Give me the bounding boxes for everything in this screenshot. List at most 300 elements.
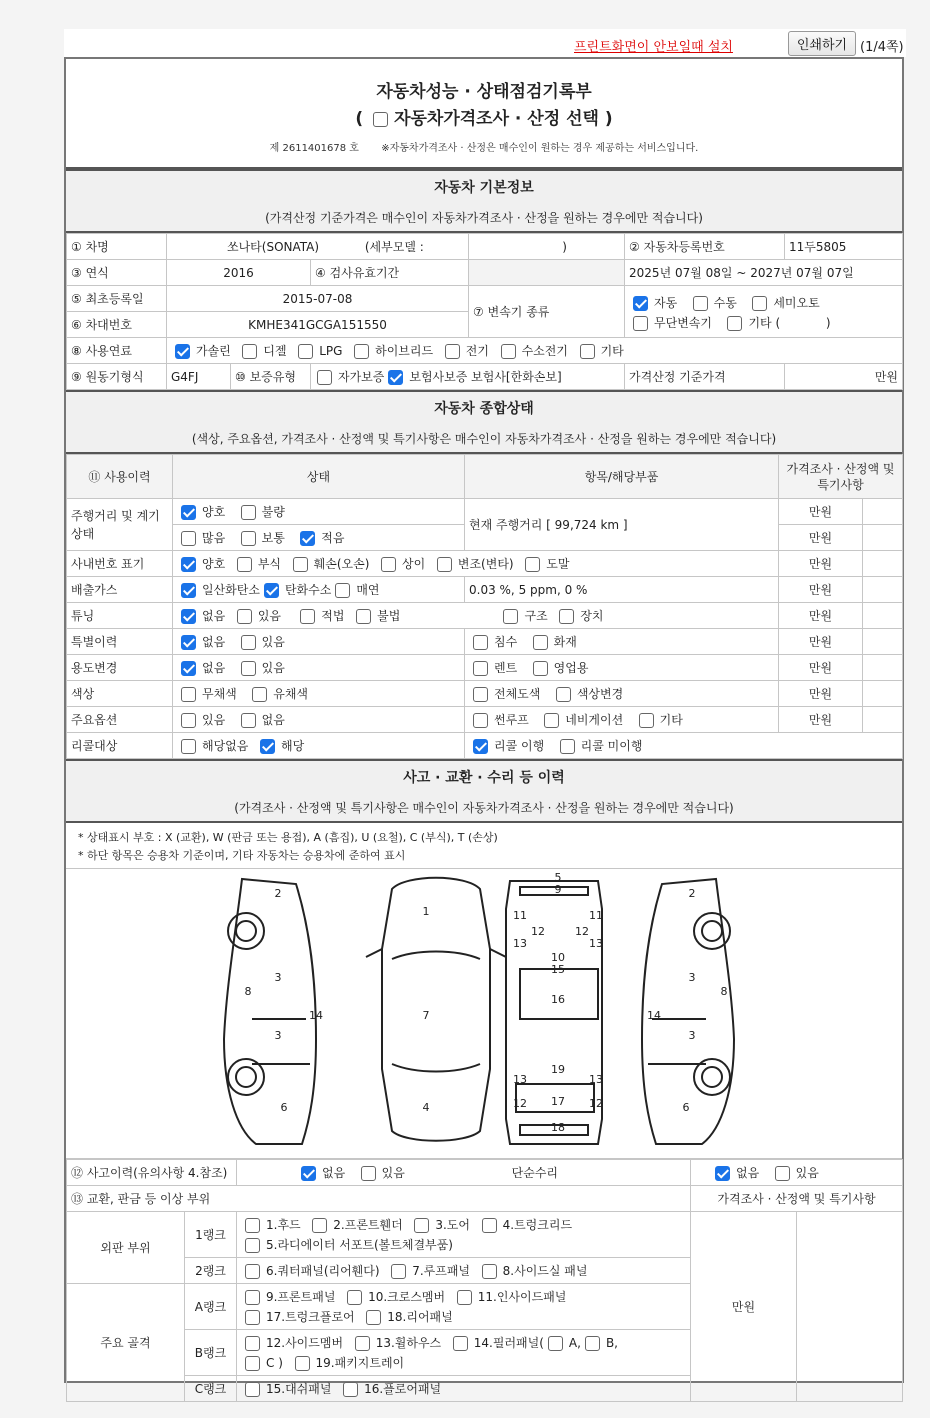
warranty-option: 자가보증 <box>338 370 385 384</box>
table-row <box>67 260 903 286</box>
legend-note: * 하단 항목은 승용차 기준이며, 기타 자동차는 승용차에 준하여 표시 <box>78 849 406 862</box>
diagram-part-label: 9 <box>554 883 562 896</box>
tuning-legal-checkbox[interactable] <box>300 609 315 624</box>
won-unit: 만원 <box>779 655 863 681</box>
recall-label: 리콜대상 <box>67 733 173 759</box>
part-item: B, <box>605 1335 618 1350</box>
won-unit: 만원 <box>779 603 863 629</box>
color-change-checkbox[interactable] <box>556 687 571 702</box>
use-option: 없음 <box>202 661 226 675</box>
overall-status-title: 자동차 종합상태 <box>434 401 534 417</box>
table-row <box>67 707 903 733</box>
engine-label: ⑨ 원동기형식 <box>67 364 167 390</box>
use-change-label: 용도변경 <box>67 655 173 681</box>
trans-etc-checkbox[interactable] <box>727 316 742 331</box>
rent-checkbox[interactable] <box>473 661 488 676</box>
table-row <box>67 629 903 655</box>
document-subtitle: 자동차가격조사 · 산정 선택 <box>394 109 599 129</box>
table-row <box>67 603 903 629</box>
won-unit: 만원 <box>779 681 863 707</box>
table-row <box>67 681 903 707</box>
accident-history-label: ⑫ 사고이력(유의사항 4.참조) <box>67 1160 237 1186</box>
col-usage-history: ⑪ 사용이력 <box>67 455 173 499</box>
warranty-insurer-checkbox[interactable] <box>388 370 403 385</box>
special-none-checkbox[interactable] <box>181 635 196 650</box>
document-number: 제 2611401678 호 <box>269 143 359 154</box>
transmission-label: ⑦ 변속기 종류 <box>469 286 625 338</box>
options-none-checkbox[interactable] <box>241 713 256 728</box>
use-part: 렌트 <box>494 661 518 675</box>
price-survey-checkbox[interactable] <box>373 112 388 127</box>
pillar-b-checkbox[interactable] <box>585 1336 600 1351</box>
page-number: (1/4쪽) <box>860 40 904 55</box>
part-item: C ) <box>266 1355 283 1370</box>
table-row <box>67 733 903 759</box>
part-item: 19.패키지트레이 <box>315 1355 405 1370</box>
diagram-part-label: 3 <box>274 1029 282 1042</box>
emis-smoke-checkbox[interactable] <box>335 583 350 598</box>
part-item: 5.라디에이터 서포트(볼트체결부품) <box>266 1237 453 1252</box>
fuel-lpg-checkbox[interactable] <box>298 344 313 359</box>
inspect-value: 2025년 07월 08일 ~ 2027년 07월 07일 <box>625 260 903 286</box>
vin-option: 훼손(오손) <box>313 557 370 571</box>
diagram-part-label: 10 <box>551 951 565 964</box>
won-unit: 만원 <box>779 577 863 603</box>
basic-info-table <box>66 233 903 390</box>
table-row <box>67 1160 903 1186</box>
history-option: 없음 <box>322 1166 346 1180</box>
floor-panel-checkbox[interactable] <box>343 1382 358 1397</box>
mileage-value: 현재 주행거리 [ 99,724 km ] <box>465 499 779 551</box>
tuning-illegal-checkbox[interactable] <box>356 609 371 624</box>
options-part: 기타 <box>659 713 683 727</box>
part-item: 13.휠하우스 <box>375 1335 442 1350</box>
overall-status-header <box>66 390 902 454</box>
part-item: A, <box>568 1335 581 1350</box>
vin-option: 양호 <box>202 557 226 571</box>
color-achromatic-checkbox[interactable] <box>181 687 196 702</box>
recall-part: 리콜 미이행 <box>580 739 643 753</box>
won-unit: 만원 <box>779 629 863 655</box>
trans-option: 자동 <box>654 295 678 310</box>
options-option: 없음 <box>261 713 285 727</box>
vin-marking-label: 사내번호 표기 <box>67 551 173 577</box>
price-basis-unit: 만원 <box>785 364 903 390</box>
mileage-option: 양호 <box>202 505 226 519</box>
recall-done-checkbox[interactable] <box>473 739 488 754</box>
accident-header <box>66 759 902 823</box>
part-item: 12.사이드멤버 <box>266 1335 344 1350</box>
first-reg-label: ⑤ 최초등록일 <box>67 286 167 312</box>
mileage-good-checkbox[interactable] <box>181 505 196 520</box>
diagram-part-label: 11 <box>589 909 603 922</box>
fuel-etc-checkbox[interactable] <box>580 344 595 359</box>
won-unit: 만원 <box>779 525 863 551</box>
fuel-option: 수소전기 <box>521 344 568 358</box>
tuning-option: 적법 <box>321 609 345 623</box>
part-item: 15.대쉬패널 <box>266 1382 332 1396</box>
tuning-option: 장치 <box>580 609 604 623</box>
mileage-bad-checkbox[interactable] <box>241 505 256 520</box>
options-part: 썬루프 <box>494 713 529 727</box>
tuning-option: 있음 <box>257 609 282 623</box>
diagram-part-label: 15 <box>551 963 565 976</box>
table-row <box>67 1212 903 1258</box>
diagram-part-label: 19 <box>551 1063 565 1076</box>
part-item: 4.트렁크리드 <box>502 1217 573 1232</box>
emission-option: 탄화수소 <box>284 583 332 597</box>
col-items: 항목/해당부품 <box>465 455 779 499</box>
history-yes-checkbox[interactable] <box>361 1166 376 1181</box>
won-unit: 만원 <box>779 707 863 733</box>
table-row <box>67 1186 903 1212</box>
table-row <box>67 286 903 312</box>
tuning-structure-checkbox[interactable] <box>503 609 518 624</box>
basic-info-note: (가격산정 기준가격은 매수인이 자동차가격조사 · 산정을 원하는 경우에만 적습니다) <box>265 211 703 225</box>
part-item: 14.필러패널( <box>473 1335 544 1350</box>
front-panel-checkbox[interactable] <box>245 1290 260 1305</box>
fire-checkbox[interactable] <box>533 635 548 650</box>
diagram-part-label: 13 <box>589 1073 603 1086</box>
mileage-normal-checkbox[interactable] <box>241 531 256 546</box>
diagram-part-label: 16 <box>551 993 565 1006</box>
tuning-yes-checkbox[interactable] <box>237 609 252 624</box>
tuning-device-checkbox[interactable] <box>559 609 574 624</box>
detail-model-label: (세부모델 : <box>364 240 424 254</box>
warranty-self-checkbox[interactable] <box>317 370 332 385</box>
part-item: 11.인사이드패널 <box>477 1289 567 1304</box>
diagram-part-label: 8 <box>244 985 252 998</box>
mileage-label: 주행거리 및 계기상태 <box>67 499 173 551</box>
vin-value: KMHE341GCGA151550 <box>167 312 469 338</box>
overall-status-note: (색상, 주요옵션, 가격조사 · 산정액 및 특기사항은 매수인이 자동차가격조사 · 산정을 원하는 경우에만 적습니다) <box>191 432 777 446</box>
rank2-label: 2랭크 <box>185 1258 237 1284</box>
service-note: ※자동차가격조사 · 산정은 매수인이 원하는 경우 제공하는 서비스입니다. <box>381 143 699 154</box>
trans-option: 세미오토 <box>773 295 820 310</box>
simple-option: 없음 <box>736 1166 760 1180</box>
fuel-option: 전기 <box>465 344 489 358</box>
diagram-part-label: 3 <box>688 971 696 984</box>
options-label: 주요옵션 <box>67 707 173 733</box>
fuel-option: 디젤 <box>263 344 287 358</box>
overall-status-table <box>66 454 903 759</box>
table-row <box>67 551 903 577</box>
print-button[interactable]: 인쇄하기 <box>788 31 856 56</box>
door-checkbox[interactable] <box>414 1218 429 1233</box>
color-part: 전체도색 <box>494 687 541 701</box>
special-history-label: 특별이력 <box>67 629 173 655</box>
part-item: 1.후드 <box>266 1217 301 1232</box>
diagram-part-label: 13 <box>513 1073 527 1086</box>
parts-label: ⑬ 교환, 판금 등 이상 부위 <box>67 1186 691 1212</box>
car-name-label: ① 차명 <box>67 234 167 260</box>
cross-member-checkbox[interactable] <box>347 1290 362 1305</box>
fuel-electric-checkbox[interactable] <box>445 344 460 359</box>
simple-none-checkbox[interactable] <box>715 1166 730 1181</box>
diagram-part-label: 12 <box>513 1097 527 1110</box>
diagram-part-label: 18 <box>551 1121 565 1134</box>
part-item: 6.쿼터패널(리어휀다) <box>266 1264 380 1278</box>
emission-label: 배출가스 <box>67 577 173 603</box>
roof-panel-checkbox[interactable] <box>391 1264 406 1279</box>
emission-values: 0.03 %, 5 ppm, 0 % <box>465 577 779 603</box>
tuning-label: 튜닝 <box>67 603 173 629</box>
special-option: 없음 <box>202 635 226 649</box>
radiator-support-checkbox[interactable] <box>245 1238 260 1253</box>
reg-no-label: ② 자동차등록번호 <box>625 234 785 260</box>
paren-open: ( <box>355 109 364 129</box>
part-item: 7.루프패널 <box>412 1264 471 1278</box>
front-fender-checkbox[interactable] <box>312 1218 327 1233</box>
special-part: 침수 <box>494 635 518 649</box>
diagram-part-label: 12 <box>589 1097 603 1110</box>
trans-auto-checkbox[interactable] <box>633 296 648 311</box>
options-part: 네비게이션 <box>565 713 624 727</box>
use-part: 영업용 <box>553 661 589 675</box>
hood-checkbox[interactable] <box>245 1218 260 1233</box>
accident-title: 사고 · 교환 · 수리 등 이력 <box>403 770 565 786</box>
vin-altered-checkbox[interactable] <box>437 557 452 572</box>
side-member-checkbox[interactable] <box>245 1336 260 1351</box>
recall-notdone-checkbox[interactable] <box>560 739 575 754</box>
vin-differ-checkbox[interactable] <box>381 557 396 572</box>
part-item: 10.크로스멤버 <box>368 1289 446 1304</box>
use-option: 있음 <box>261 661 285 675</box>
basic-info-title: 자동차 기본정보 <box>434 180 534 196</box>
trunk-lid-checkbox[interactable] <box>482 1218 497 1233</box>
part-item: 9.프론트패널 <box>266 1289 336 1304</box>
rear-panel-checkbox[interactable] <box>366 1310 381 1325</box>
diagram-part-label: 3 <box>688 1029 696 1042</box>
table-row <box>67 234 903 260</box>
diagram-part-label: 4 <box>422 1101 430 1114</box>
options-etc-checkbox[interactable] <box>639 713 654 728</box>
fuel-diesel-checkbox[interactable] <box>242 344 257 359</box>
diagram-part-label: 7 <box>422 1009 430 1022</box>
accident-table <box>66 1159 903 1402</box>
vin-damage-checkbox[interactable] <box>293 557 308 572</box>
first-reg-value: 2015-07-08 <box>167 286 469 312</box>
top-bar <box>64 29 906 57</box>
rankC-label: C랭크 <box>185 1376 237 1402</box>
color-chromatic-checkbox[interactable] <box>252 687 267 702</box>
tuning-option: 없음 <box>202 609 226 623</box>
trunk-floor-checkbox[interactable] <box>245 1310 260 1325</box>
fuel-option: 기타 <box>600 344 624 358</box>
warranty-option: 보험사보증 보험사[한화손보] <box>409 370 562 384</box>
reg-no-value: 11두5805 <box>785 234 903 260</box>
mileage-option: 보통 <box>261 531 285 545</box>
warranty-label: ⑩ 보증유형 <box>231 364 311 390</box>
diagram-part-label: 2 <box>274 887 282 900</box>
use-yes-checkbox[interactable] <box>241 661 256 676</box>
document-header <box>66 59 902 169</box>
vin-label: ⑥ 차대번호 <box>67 312 167 338</box>
full-paint-checkbox[interactable] <box>473 687 488 702</box>
table-row <box>67 655 903 681</box>
simple-option: 있음 <box>795 1166 819 1180</box>
side-sill-checkbox[interactable] <box>482 1264 497 1279</box>
diagram-part-label: 14 <box>647 1009 661 1022</box>
business-checkbox[interactable] <box>533 661 548 676</box>
vehicle-diagram <box>66 869 902 1159</box>
won-unit: 만원 <box>779 551 863 577</box>
vin-option: 도말 <box>546 557 570 571</box>
col-price: 가격조사 · 산정액 및 특기사항 <box>779 455 903 499</box>
paren-close: ) <box>604 109 613 129</box>
accident-note: (가격조사 · 산정액 및 특기사항은 매수인이 자동차가격조사 · 산정을 원하는 경우에만 적습니다) <box>234 801 734 815</box>
part-item: 16.플로어패널 <box>364 1382 442 1396</box>
parts-price-unit: 만원 <box>691 1212 797 1402</box>
fuel-option: 가솔린 <box>196 344 231 358</box>
install-link[interactable]: 프린트화면이 안보일때 설치 <box>574 40 733 55</box>
emis-hc-checkbox[interactable] <box>264 583 279 598</box>
mileage-option: 많음 <box>202 531 226 545</box>
vin-corrosion-checkbox[interactable] <box>237 557 252 572</box>
mileage-low-checkbox[interactable] <box>300 531 315 546</box>
part-item: 2.프론트휀더 <box>333 1217 403 1232</box>
tuning-option: 불법 <box>377 609 401 623</box>
use-none-checkbox[interactable] <box>181 661 196 676</box>
vin-painted-checkbox[interactable] <box>525 557 540 572</box>
diagram-part-label: 8 <box>720 985 728 998</box>
mileage-high-checkbox[interactable] <box>181 531 196 546</box>
simple-yes-checkbox[interactable] <box>775 1166 790 1181</box>
diagram-part-label: 6 <box>682 1101 690 1114</box>
diagram-part-label: 6 <box>280 1101 288 1114</box>
won-unit: 만원 <box>779 499 863 525</box>
trans-cvt-checkbox[interactable] <box>633 316 648 331</box>
part-item: 3.도어 <box>435 1217 470 1232</box>
emission-option: 일산화탄소 <box>202 583 260 597</box>
diagram-part-label: 12 <box>575 925 589 938</box>
tuning-none-checkbox[interactable] <box>181 609 196 624</box>
rankB-label: B랭크 <box>185 1330 237 1376</box>
trans-option: 무단변속기 <box>654 315 712 330</box>
trans-option: 기타 ( <box>748 315 781 330</box>
mileage-option: 적음 <box>321 531 345 545</box>
pillar-panel-checkbox[interactable] <box>453 1336 468 1351</box>
fuel-label: ⑧ 사용연료 <box>67 338 167 364</box>
diagram-part-label: 2 <box>688 887 696 900</box>
options-yes-checkbox[interactable] <box>181 713 196 728</box>
emission-option: 매연 <box>356 583 380 597</box>
table-row <box>67 577 903 603</box>
col-status: 상태 <box>173 455 465 499</box>
recall-part: 리콜 이행 <box>494 739 545 753</box>
recall-option: 해당 <box>281 739 305 753</box>
special-yes-checkbox[interactable] <box>241 635 256 650</box>
engine-value: G4FJ <box>167 364 231 390</box>
color-label: 색상 <box>67 681 173 707</box>
pillar-c-checkbox[interactable] <box>245 1356 260 1371</box>
frame-label: 주요 골격 <box>67 1284 185 1402</box>
fuel-gasoline-checkbox[interactable] <box>175 344 190 359</box>
simple-repair-label: 단순수리 <box>511 1166 559 1180</box>
detail-model-close: ) <box>562 239 567 254</box>
fuel-hybrid-checkbox[interactable] <box>354 344 369 359</box>
recall-option: 해당없음 <box>202 739 249 753</box>
vin-option: 부식 <box>257 557 282 571</box>
mileage-option: 불량 <box>261 505 285 519</box>
year-value: 2016 <box>167 260 311 286</box>
trans-option: 수동 <box>713 295 737 310</box>
parts-price-label: 가격조사 · 산정액 및 특기사항 <box>691 1186 903 1212</box>
fuel-hydrogen-checkbox[interactable] <box>501 344 516 359</box>
table-row <box>67 364 903 390</box>
vin-good-checkbox[interactable] <box>181 557 196 572</box>
outer-panel-label: 외판 부위 <box>67 1212 185 1284</box>
price-basis-label: 가격산정 기준가격 <box>625 364 785 390</box>
table-row <box>67 499 903 525</box>
special-part: 화재 <box>553 635 577 649</box>
diagram-part-label: 13 <box>513 937 527 950</box>
color-option: 무채색 <box>202 687 237 701</box>
fuel-option: LPG <box>319 344 343 358</box>
navigation-checkbox[interactable] <box>544 713 559 728</box>
document-title: 자동차성능 · 상태점검기록부 <box>376 82 592 102</box>
car-name-value: 쏘나타(SONATA) <box>227 240 320 254</box>
fuel-option: 하이브리드 <box>375 344 434 358</box>
tuning-option: 구조 <box>524 609 548 623</box>
trans-semi-checkbox[interactable] <box>752 296 767 311</box>
part-item: 8.사이드실 패널 <box>502 1264 588 1278</box>
package-tray-checkbox[interactable] <box>295 1356 310 1371</box>
inside-panel-checkbox[interactable] <box>457 1290 472 1305</box>
history-option: 있음 <box>381 1166 405 1180</box>
color-option: 유채색 <box>273 687 309 701</box>
recall-yes-checkbox[interactable] <box>260 739 275 754</box>
flood-checkbox[interactable] <box>473 635 488 650</box>
rank1-label: 1랭크 <box>185 1212 237 1258</box>
diagram-part-label: 5 <box>554 871 562 884</box>
diagram-part-label: 17 <box>551 1095 565 1108</box>
recall-na-checkbox[interactable] <box>181 739 196 754</box>
diagram-part-label: 11 <box>513 909 527 922</box>
emis-co-checkbox[interactable] <box>181 583 196 598</box>
diagram-part-label: 1 <box>422 905 430 918</box>
diagram-part-label: 3 <box>274 971 282 984</box>
special-option: 있음 <box>261 635 285 649</box>
diagram-part-label: 13 <box>589 937 603 950</box>
table-row <box>67 338 903 364</box>
legend-codes: * 상태표시 부호 : X (교환), W (판금 또는 용접), A (흠집), U (요철), C (부식), T (손상) <box>78 831 498 844</box>
wheel-house-checkbox[interactable] <box>355 1336 370 1351</box>
rankA-label: A랭크 <box>185 1284 237 1330</box>
inspection-document <box>64 57 904 1396</box>
car-diagram-svg <box>66 869 902 1159</box>
inspect-label: ④ 검사유효기간 <box>311 260 469 286</box>
trans-close: ) <box>825 315 831 330</box>
sunroof-checkbox[interactable] <box>473 713 488 728</box>
vin-option: 상이 <box>402 557 426 571</box>
color-part: 색상변경 <box>576 687 624 701</box>
quarter-panel-checkbox[interactable] <box>245 1264 260 1279</box>
trans-manual-checkbox[interactable] <box>693 296 708 311</box>
part-item: 17.트렁크플로어 <box>266 1309 355 1324</box>
legend <box>66 823 902 869</box>
year-label: ③ 연식 <box>67 260 167 286</box>
history-none-checkbox[interactable] <box>301 1166 316 1181</box>
diagram-part-label: 12 <box>531 925 545 938</box>
vin-option: 변조(변타) <box>457 557 514 571</box>
table-row <box>67 455 903 499</box>
basic-info-header <box>66 169 902 233</box>
dash-panel-checkbox[interactable] <box>245 1382 260 1397</box>
pillar-a-checkbox[interactable] <box>548 1336 563 1351</box>
part-item: 18.리어패널 <box>387 1309 453 1324</box>
diagram-part-label: 14 <box>309 1009 323 1022</box>
